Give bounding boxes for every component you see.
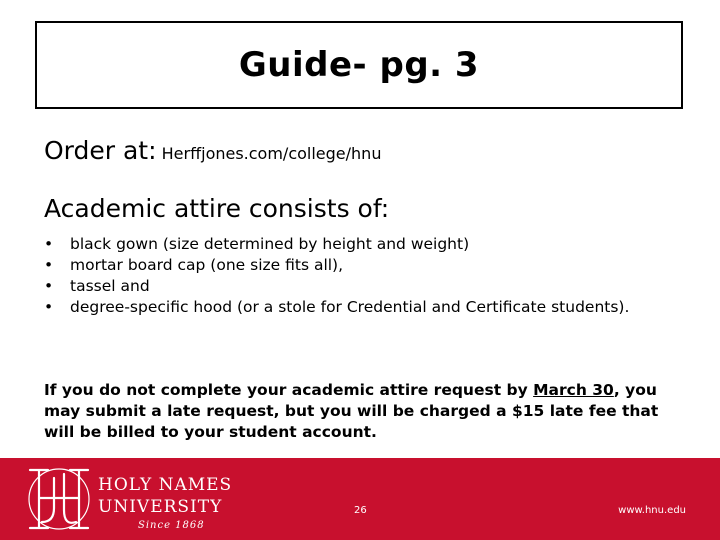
list-item: • degree-specific hood (or a stole for Credential and Certificate students). [44, 297, 629, 318]
hnu-monogram-logo-icon [24, 464, 94, 534]
website-url: www.hnu.edu [618, 505, 686, 516]
deadline-date: March 30 [533, 381, 614, 399]
list-item: • mortar board cap (one size fits all), [44, 255, 629, 276]
order-url: Herffjones.com/college/hnu [161, 144, 382, 163]
order-line [44, 136, 381, 165]
attire-list [44, 234, 629, 318]
title-box [35, 21, 683, 109]
university-name [98, 474, 232, 531]
notice-text-end: , you may submit a late request, but you will be charged a $15 late fee that will be billed to your student account. [44, 381, 659, 441]
university-line-2: UNIVERSITY [98, 497, 223, 517]
order-label: Order at: [44, 136, 157, 165]
attire-heading: Academic attire consists of: [44, 194, 390, 223]
list-item: • tassel and [44, 276, 629, 297]
late-fee-notice [44, 380, 684, 443]
list-item: • black gown (size determined by height and weight) [44, 234, 629, 255]
page-number: 26 [354, 505, 367, 516]
slide-title: Guide- pg. 3 [238, 45, 480, 85]
footer-bar [0, 458, 720, 540]
notice-text-start: If you do not complete your academic attire request by [44, 381, 534, 399]
since-text: Since 1868 [138, 520, 205, 531]
university-line-1: HOLY NAMES [98, 475, 233, 495]
